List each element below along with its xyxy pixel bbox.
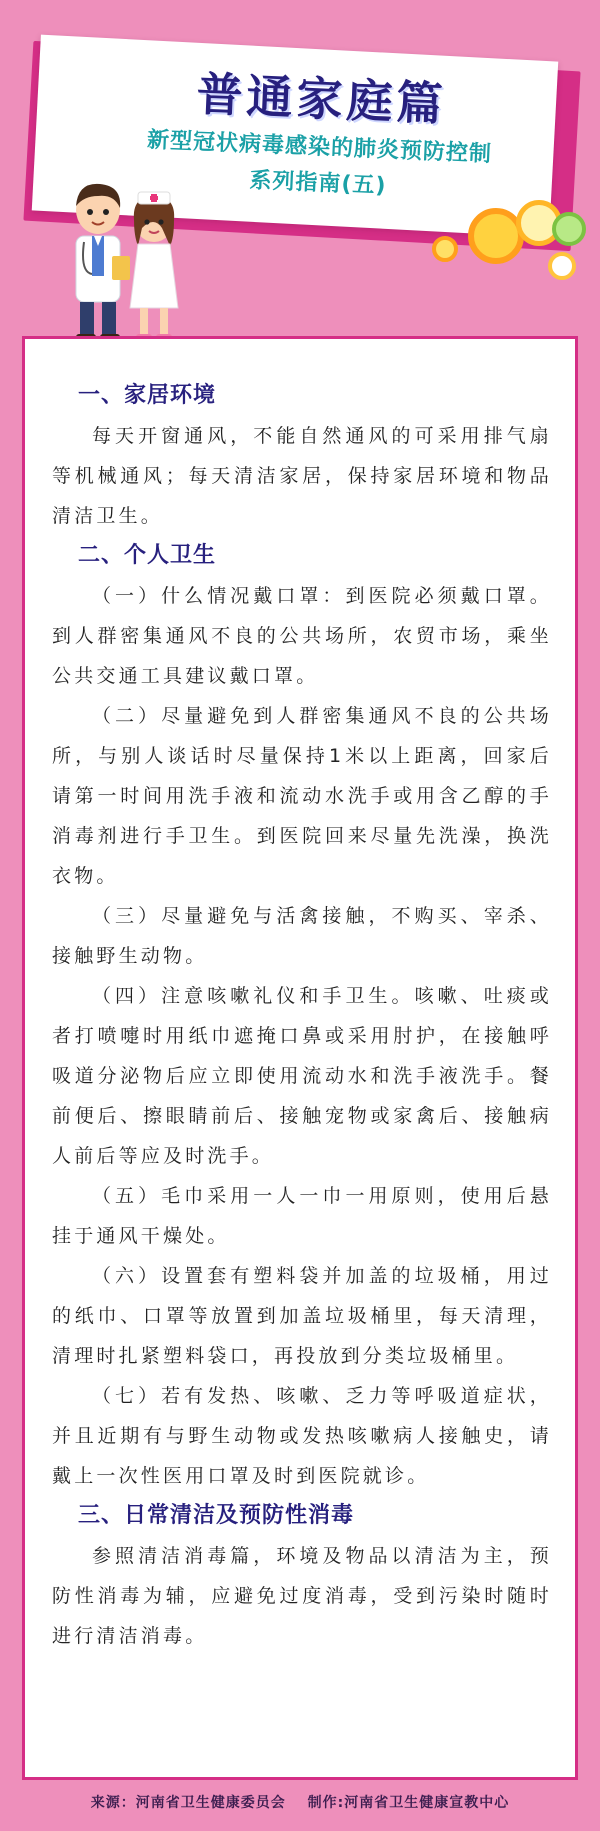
paragraph: （七）若有发热、咳嗽、乏力等呼吸道症状，并且近期有与野生动物或发热咳嗽病人接触史，请戴上一次性医用口罩及时到医院就诊。 — [52, 1385, 552, 1487]
paragraph: （五）毛巾采用一人一巾一用原则，使用后悬挂于通风干燥处。 — [52, 1185, 552, 1247]
decor-circle-icon — [468, 208, 524, 264]
paragraph: 每天开窗通风，不能自然通风的可采用排气扇等机械通风；每天清洁家居，保持家居环境和物品清洁卫生。 — [52, 425, 552, 527]
paragraph: （一）什么情况戴口罩：到医院必须戴口罩。到人群密集通风不良的公共场所，农贸市场，乘坐公共交通工具建议戴口罩。 — [52, 585, 552, 687]
footer-credits — [0, 1788, 600, 1818]
paragraph: （二）尽量避免到人群密集通风不良的公共场所，与别人谈话时尽量保持1米以上距离，回家后请第一时间用洗手液和流动水洗手或用含乙醇的手消毒剂进行手卫生。到医院回来尽量先洗澡，换洗衣物。 — [52, 705, 552, 887]
section-heading-daily-cleaning: 三、日常清洁及预防性消毒 — [78, 1503, 355, 1528]
article-body — [52, 376, 552, 1656]
paragraph: （三）尽量避免与活禽接触，不购买、宰杀、接触野生动物。 — [52, 905, 552, 967]
section-heading-personal-hygiene: 二、个人卫生 — [78, 543, 217, 568]
section-heading-home-environment: 一、家居环境 — [78, 383, 217, 408]
subtitle-line-1: 新型冠状病毒感染的肺炎预防控制 — [146, 127, 493, 168]
decor-circle-icon — [432, 236, 458, 262]
subtitle-line-2: 系列指南(五) — [248, 167, 388, 199]
decor-circle-icon — [552, 212, 586, 246]
decor-circle-icon — [548, 252, 576, 280]
doctor-icon — [76, 184, 130, 342]
paragraph: （四）注意咳嗽礼仪和手卫生。咳嗽、吐痰或者打喷嚏时用纸巾遮掩口鼻或采用肘护，在接触呼吸道分泌物后应立即使用流动水和洗手液洗手。餐前便后、擦眼睛前后、接触宠物或家禽后、接触病人前后等应及时洗手。 — [52, 985, 552, 1167]
doctor-nurse-illustration — [58, 176, 190, 348]
nurse-icon — [130, 192, 178, 342]
footer-producer: 制作:河南省卫生健康宣教中心 — [307, 1795, 510, 1811]
paragraph: （六）设置套有塑料袋并加盖的垃圾桶，用过的纸巾、口罩等放置到加盖垃圾桶里，每天清理，清理时扎紧塑料袋口，再投放到分类垃圾桶里。 — [52, 1265, 552, 1367]
footer-source: 来源：河南省卫生健康委员会 — [90, 1795, 286, 1811]
paragraph: 参照清洁消毒篇，环境及物品以清洁为主，预防性消毒为辅，应避免过度消毒，受到污染时随时进行清洁消毒。 — [52, 1545, 552, 1647]
page-title: 普通家庭篇 — [195, 66, 448, 132]
